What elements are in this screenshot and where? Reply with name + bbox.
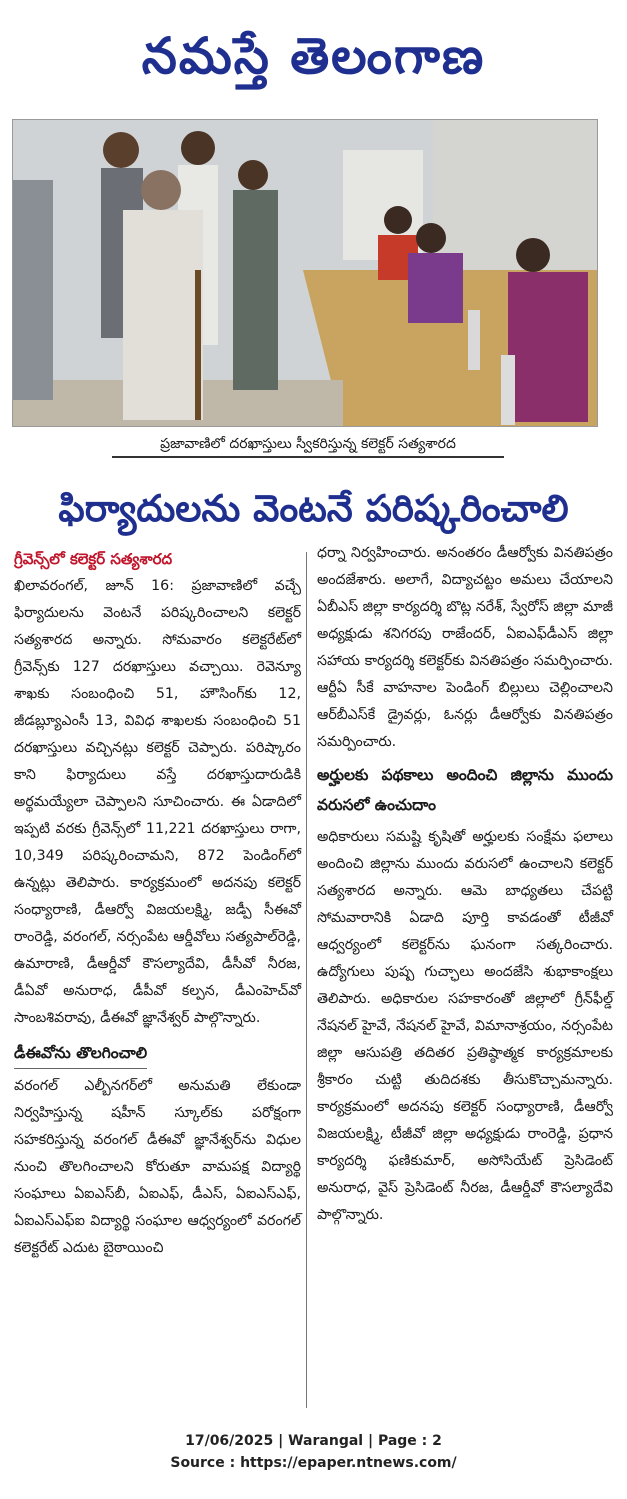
- article-paragraph: ధర్నా నిర్వహించారు. అనంతరం డీఆర్వోకు వినతిపత్రం అందజేశారు. అలాగే, విద్యాచట్టం అమలు చేయాలని ఏబీఎస్ జిల్లా కార్యదర్శి బొట్ల నరేశ్, స్వేరోస్ జిల్లా మాజీ అధ్యక్షుడు శనిగరపు రాజేందర్, ఏఐఎఫ్‌డీఎస్ జిల్లా సహాయ కార్యదర్శి కలెక్టర్‌కు వినతిపత్రం సమర్పించారు. ఆర్టీఏ సీకే వాహనాల పెండింగ్ బిల్లులు చెల్లించాలని ఆర్‌బీఎస్‌కే డ్రైవర్లు, ఓనర్లు డీఆర్వోకు వినతిపత్రం సమర్పించారు.: [317, 545, 613, 750]
- article-paragraph: అధికారులు సమష్టి కృషితో అర్హులకు సంక్షేమ ఫలాలు అందించి జిల్లాను ముందు వరుసలో ఉంచాలని కలెక్టర్ సత్యశారద అన్నారు. ఆమె బాధ్యతలు చేపట్టి సోమవారానికి ఏడాది పూర్తి కావడంతో టీజీవో ఆధ్వర్యంలో కలెక్టర్‌ను ఘనంగా సత్కరించారు. ఉద్యోగులు పుష్ప గుచ్ఛాలు అందజేసి శుభాకాంక్షలు తెలిపారు. అధికారుల సహకారంతో జిల్లాలో గ్రీన్‌ఫీల్డ్ నేషనల్ హైవే, నేషనల్ హైవే, విమానాశ్రయం, నర్సంపేట జిల్లా ఆసుపత్రి తదితర ప్రతిష్ఠాత్మక కార్యక్రమాలకు శ్రీకారం చుట్టి తుదిదశకు తీసుకొచ్చామన్నారు. కార్యక్రమంలో అదనపు కలెక్టర్ సంధ్యారాణి, డీఆర్వో విజయలక్ష్మి, టీజీవో జిల్లా అధ్యక్షుడు రాంరెడ్డి, ప్రధాన కార్యదర్శి ఫణికుమార్, అసోసియేట్ ప్రెసిడెంట్ అనురాధ, వైస్ ప్రెసిడెంట్ నీరజ, డీఆర్డీవో కౌసల్యాదేవి పాల్గొన్నారు.: [317, 829, 613, 1223]
- article-column-left: [14, 545, 301, 1264]
- footer-date-line: 17/06/2025 | Warangal | Page : 2: [185, 1433, 442, 1449]
- article-paragraph: ఖిలావరంగల్, జూన్ 16: ప్రజావాణిలో వచ్చే ఫిర్యాదులను వెంటనే పరిష్కరించాలని కలెక్టర్ సత్యశారద అన్నారు. సోమవారం కలెక్టరేట్‌లో గ్రీవెన్స్‌కు 127 దరఖాస్తులు వచ్చాయి. రెవెన్యూ శాఖకు సంబంధించి 51, హౌసింగ్‌కు 12, జీడబ్ల్యూఎంసీ 13, వివిధ శాఖలకు సంబంధించి 51 దరఖాస్తులు వచ్చినట్లు కలెక్టర్ చెప్పారు. పరిష్కారం కాని ఫిర్యాదులు వస్తే దరఖాస్తుదారుడికి అర్థమయ్యేలా చెప్పాలని సూచించారు. ఈ ఏడాదిలో ఇప్పటి వరకు గ్రీవెన్స్‌లో 11,221 దరఖాస్తులు రాగా, 10,349 పరిష్కరించామని, 872 పెండింగ్‌లో ఉన్నట్లు తెలిపారు. కార్యక్రమంలో అదనపు కలెక్టర్ సంధ్యారాణి, డీఆర్వో విజయలక్ష్మి, జడ్పీ సీఈవో రాంరెడ్డి, వరంగల్, నర్సంపేట ఆర్డీవోలు సత్యపాల్‌రెడ్డి, ఉమారాణి, డీఆర్డీవో కౌసల్యాదేవి, డీసీవో నీరజ, డీఏవో అనురాధ, డీపీవో కల్పన, డీఎంహెచ్‌వో సాంబశివరావు, డీఈవో జ్ఞానేశ్వర్ పాల్గొన్నారు.: [14, 578, 301, 1026]
- masthead-logo: నమస్తే తెలంగాణ: [141, 27, 486, 85]
- footer-source-line: Source : https://epaper.ntnews.com/: [170, 1455, 457, 1471]
- column-divider: [306, 552, 307, 1408]
- subheading: అర్హులకు పథకాలు అందించి జిల్లాను ముందు వరుసలో ఉంచుదాం: [317, 766, 613, 814]
- article-paragraph: వరంగల్ ఎల్బీనగర్‌లో అనుమతి లేకుండా నిర్వహిస్తున్న షహీన్ స్కూల్‌కు పరోక్షంగా సహకరిస్తున్న వరంగల్ డీఈవో జ్ఞానేశ్వర్‌ను విధుల నుంచి తొలగించాలని కోరుతూ వామపక్ష విద్యార్థి సంఘాలు ఏఐఎస్‌బీ, ఏఐఎఫ్, డీఎస్, ఏఐఎస్‌ఎఫ్, ఏఐఎస్‌ఎఫ్‌ఐ విద్యార్థి సంఘాల ఆధ్వర్యంలో వరంగల్ కలెక్టరేట్ ఎదుట బైఠాయించి: [14, 1078, 301, 1256]
- news-photo: [12, 119, 598, 427]
- article-headline: ఫిర్యాదులను వెంటనే పరిష్కరించాలి: [58, 487, 569, 530]
- photo-caption: ప్రజావాణిలో దరఖాస్తులు స్వీకరిస్తున్న కలెక్టర్ సత్యశారద: [112, 432, 504, 458]
- photo-illustration: [13, 120, 598, 427]
- article-column-right: [317, 540, 613, 1231]
- subheading: డీఈవోను తొలగించాలి: [14, 1038, 147, 1069]
- lead-label: గ్రీవెన్స్‌లో కలెక్టర్ సత్యశారద: [14, 550, 173, 568]
- masthead: [0, 0, 627, 112]
- page-footer: [0, 1430, 627, 1485]
